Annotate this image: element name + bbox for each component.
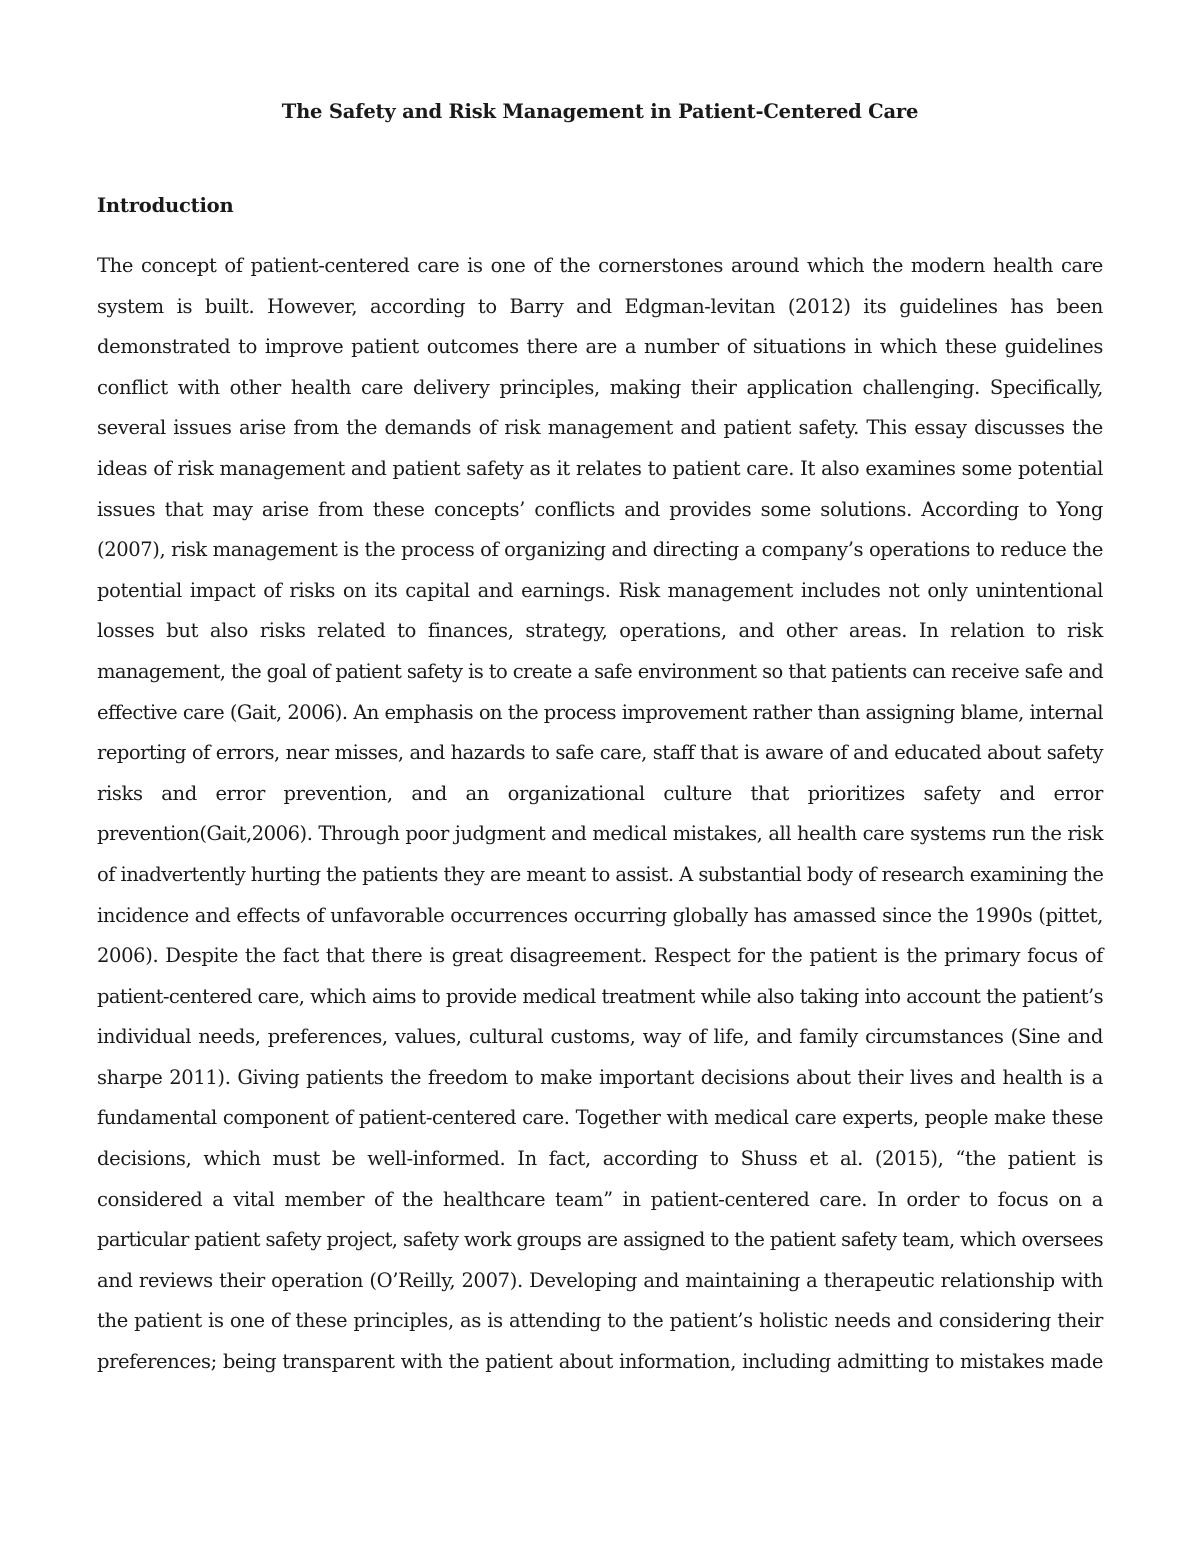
- paragraph-line: considered a vital member of the healthcare team” in patient-centered care. In order to focus on a: [97, 1187, 1103, 1211]
- paragraph-line: losses but also risks related to finances, strategy, operations, and other areas. In relation to risk: [97, 619, 1103, 643]
- paragraph-line: of inadvertently hurting the patients they are meant to assist. A substantial body of research examining the: [97, 862, 1104, 886]
- paragraph-line: preferences; being transparent with the patient about information, including admitting to mistakes made: [97, 1350, 1103, 1374]
- paragraph-line: decisions, which must be well-informed. In fact, according to Shuss et al. (2015), “the patient is: [97, 1147, 1103, 1171]
- introduction-paragraph: [97, 252, 1103, 1389]
- paragraph-line: sharpe 2011). Giving patients the freedom to make important decisions about their lives and health is a: [97, 1065, 1103, 1089]
- paragraph-line: risks and error prevention, and an organizational culture that prioritizes safety and error: [97, 781, 1103, 805]
- paragraph-line: fundamental component of patient-centered care. Together with medical care experts, people make these: [97, 1106, 1103, 1130]
- paragraph-line: ideas of risk management and patient safety as it relates to patient care. It also examines some potential: [97, 456, 1103, 480]
- paragraph-line: system is built. However, according to Barry and Edgman-levitan (2012) its guidelines has been: [97, 294, 1103, 318]
- paragraph-line: 2006). Despite the fact that there is great disagreement. Respect for the patient is the primary focus of: [97, 944, 1103, 968]
- paragraph-line: potential impact of risks on its capital and earnings. Risk management includes not only unintentional: [97, 578, 1103, 602]
- paragraph-line: particular patient safety project, safety work groups are assigned to the patient safety team, which oversees: [97, 1228, 1103, 1252]
- paragraph-line: The concept of patient-centered care is one of the cornerstones around which the modern health care: [97, 254, 1103, 277]
- paragraph-line: the patient is one of these principles, as is attending to the patient’s holistic needs and considering their: [97, 1309, 1103, 1333]
- paragraph-line: several issues arise from the demands of risk management and patient safety. This essay discusses the: [97, 416, 1103, 440]
- paragraph-line: management, the goal of patient safety is to create a safe environment so that patients can receive safe and: [97, 659, 1104, 683]
- paragraph-line: (2007), risk management is the process of organizing and directing a company’s operations to reduce the: [97, 538, 1103, 562]
- paragraph-line: prevention(Gait,2006). Through poor judgment and medical mistakes, all health care systems run the risk: [97, 822, 1103, 846]
- paragraph-line: and reviews their operation (O’Reilly, 2007). Developing and maintaining a therapeutic relationship with: [97, 1268, 1103, 1292]
- paragraph-line: individual needs, preferences, values, cultural customs, way of life, and family circumstances (Sine and: [97, 1025, 1103, 1049]
- paragraph-line: effective care (Gait, 2006). An emphasis on the process improvement rather than assigning blame, internal: [97, 700, 1103, 724]
- paragraph-line: conflict with other health care delivery principles, making their application challenging. Specifically,: [97, 375, 1103, 399]
- paragraph-line: incidence and effects of unfavorable occurrences occurring globally has amassed since the 1990s (pittet,: [97, 903, 1103, 927]
- paragraph-line: patient-centered care, which aims to provide medical treatment while also taking into account the patient’s: [97, 984, 1103, 1008]
- section-heading-introduction: Introduction: [97, 194, 234, 217]
- document-title: The Safety and Risk Management in Patient-Centered Care: [281, 100, 919, 123]
- paragraph-line: reporting of errors, near misses, and hazards to safe care, staff that is aware of and educated about safety: [97, 741, 1103, 765]
- paragraph-line: issues that may arise from these concepts’ conflicts and provides some solutions. According to Yong: [97, 497, 1103, 521]
- paragraph-line: demonstrated to improve patient outcomes there are a number of situations in which these guidelines: [97, 335, 1103, 359]
